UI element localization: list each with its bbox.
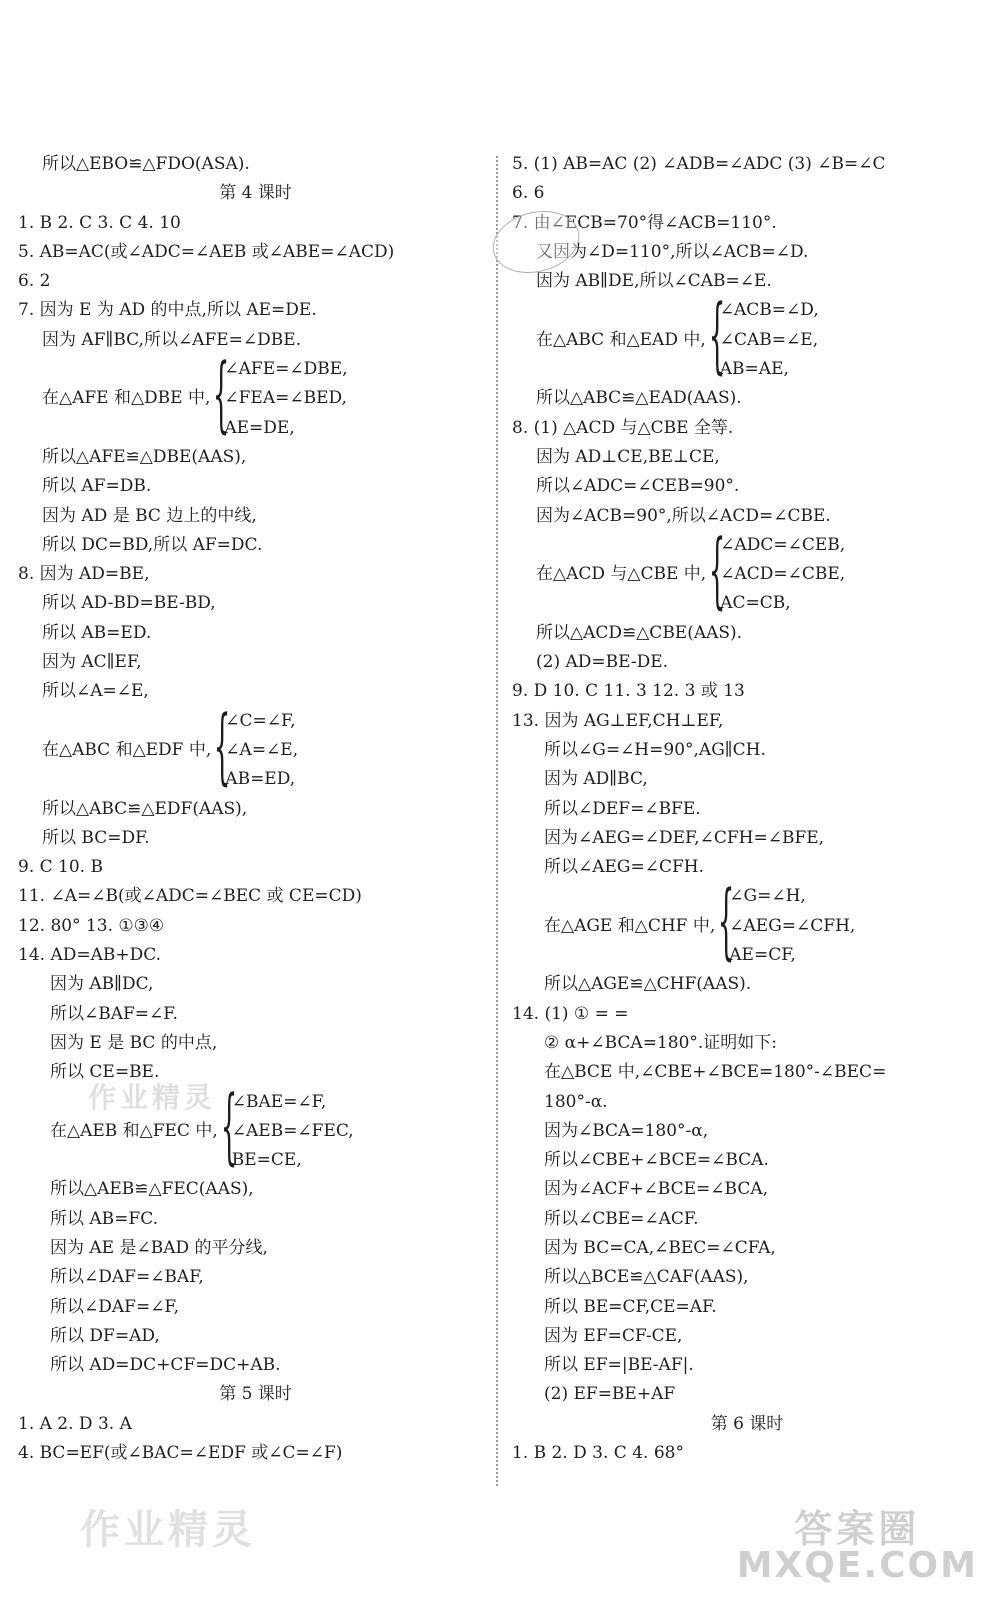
answer-line: 1. A 2. D 3. A: [18, 1413, 132, 1434]
answer-line: 12. 80° 13. ①③④: [18, 915, 165, 936]
answer-line: 14. (1) ① = =: [512, 1003, 629, 1024]
answer-line: 因为 AD∥BC,: [544, 769, 648, 790]
brace-condition-list: [720, 296, 819, 384]
section-heading: 第 5 课时: [219, 1384, 292, 1405]
brace-condition: AB=ED,: [225, 769, 296, 790]
answer-line: 5. (1) AB=AC (2) ∠ADB=∠ADC (3) ∠B=∠C: [512, 154, 886, 174]
brace-prefix: 在△ABC 和△EDF 中,: [42, 739, 212, 760]
answer-line: 所以 DF=AD,: [50, 1325, 160, 1346]
brace-condition-block: [512, 874, 982, 970]
section-heading: 第 4 课时: [219, 183, 292, 204]
brace-prefix: 在△ABC 和△EAD 中,: [536, 329, 706, 350]
answer-line: 因为 AB∥DE,所以∠CAB=∠E.: [536, 271, 772, 292]
answer-line: 所以∠DEF=∠BFE.: [544, 798, 701, 819]
right-answer-column: [512, 150, 982, 1468]
brace-prefix: 在△AFE 和△DBE 中,: [42, 388, 211, 409]
brace-condition: ∠BAE=∠F,: [231, 1091, 327, 1112]
brace-condition: ∠ACB=∠D,: [719, 300, 819, 321]
answer-line: 所以 DC=BD,所以 AF=DC.: [42, 534, 263, 555]
answer-line: 13. 因为 AG⊥EF,CH⊥EF,: [512, 710, 724, 731]
brace-prefix: 在△AGE 和△CHF 中,: [544, 915, 716, 936]
brace-condition-block: [512, 522, 982, 619]
answer-line: 所以∠CBE=∠ACF.: [544, 1208, 699, 1229]
brace-condition-block: [512, 288, 982, 384]
answer-line: 因为 EF=CF-CE,: [544, 1325, 683, 1346]
watermark-mid: 作业精灵: [88, 1081, 217, 1114]
brace-condition: ∠AFE=∠DBE,: [224, 359, 348, 380]
watermark-logo-url: MXQE.COM: [736, 1545, 978, 1586]
answer-line: 所以△ACD≌△CBE(AAS).: [536, 622, 743, 643]
brace-condition: ∠ADC=∠CEB,: [720, 534, 846, 555]
brace-condition: ∠CAB=∠E,: [719, 329, 819, 350]
answer-line: 因为 BC=CA,∠BEC=∠CFA,: [544, 1237, 776, 1258]
answer-line: 所以 BE=CF,CE=AF.: [544, 1296, 717, 1317]
answer-line: 所以 AB=ED.: [42, 622, 152, 643]
answer-line: 所以△BCE≌△CAF(AAS),: [544, 1267, 749, 1288]
answer-line: 所以∠BAF=∠F.: [50, 1003, 178, 1024]
section-heading: 第 6 课时: [710, 1413, 784, 1434]
answer-line: 所以△AGE≌△CHF(AAS).: [544, 974, 752, 995]
answer-line: 6. 6: [512, 183, 545, 204]
answer-line: 所以△AFE≌△DBE(AAS),: [42, 446, 247, 467]
answer-line: 因为 AB∥DC,: [50, 974, 154, 995]
answer-line: 所以 CE=BE.: [50, 1062, 160, 1083]
brace-condition-block: [18, 347, 493, 443]
left-answer-column: [18, 150, 493, 1468]
answer-line: 5. AB=AC(或∠ADC=∠AEB 或∠ABE=∠ACD): [18, 241, 395, 262]
answer-line: 所以 EF=|BE-AF|.: [544, 1355, 694, 1376]
brace-condition-block: [18, 698, 493, 795]
answer-line: 6. 2: [18, 271, 51, 292]
brace-condition: AE=DE,: [224, 417, 295, 438]
brace-condition: AB=AE,: [719, 359, 789, 380]
brace-condition-list: [232, 1088, 354, 1176]
answer-line: 所以∠AEG=∠CFH.: [544, 857, 705, 878]
brace-condition-list: [720, 531, 845, 619]
answer-line: 所以 BC=DF.: [42, 827, 150, 848]
brace-prefix: 在△AEB 和△FEC 中,: [50, 1120, 218, 1141]
brace-condition-list: [225, 707, 298, 795]
curly-brace-symbol: {: [708, 522, 726, 618]
answer-line: 9. D 10. C 11. 3 12. 3 或 13: [512, 681, 745, 702]
answer-line: 8. 因为 AD=BE,: [18, 564, 150, 585]
answer-line: 因为∠AEG=∠DEF,∠CFH=∠BFE,: [544, 827, 825, 848]
answer-line: 因为 AE 是∠BAD 的平分线,: [50, 1237, 268, 1258]
answer-line: 所以△EBO≌△FDO(ASA).: [42, 154, 250, 174]
answer-line: 所以△ABC≌△EDF(AAS),: [42, 798, 248, 819]
brace-condition: ∠G=∠H,: [729, 886, 806, 907]
answer-line: 1. B 2. C 3. C 4. 10: [18, 212, 181, 233]
answer-line: ② α+∠BCA=180°.证明如下:: [544, 1032, 778, 1053]
answer-line: 所以 AB=FC.: [50, 1208, 159, 1229]
answer-line: 所以∠A=∠E,: [42, 681, 149, 702]
answer-line: 180°-α.: [544, 1091, 608, 1112]
answer-line: 因为∠BCA=180°-α,: [544, 1120, 709, 1141]
curly-brace-symbol: {: [213, 347, 230, 443]
answer-line: 因为 E 是 BC 的中点,: [50, 1032, 218, 1053]
brace-condition: ∠AEG=∠CFH,: [729, 915, 856, 936]
answer-line: 所以∠CBE+∠BCE=∠BCA.: [544, 1150, 769, 1171]
watermark-bottom-left: 作业精灵: [80, 1507, 256, 1553]
brace-condition: BE=CE,: [231, 1150, 302, 1171]
curly-brace-symbol: {: [214, 698, 231, 794]
answer-line: 7. 由∠ECB=70°得∠ACB=110°.: [512, 212, 777, 233]
answer-line: 所以∠G=∠H=90°,AG∥CH.: [544, 739, 766, 760]
answer-line: 因为 AD 是 BC 边上的中线,: [42, 505, 257, 526]
column-divider: [496, 156, 498, 1486]
answer-line: 1. B 2. D 3. C 4. 68°: [512, 1443, 684, 1464]
answer-line: 所以 AD-BD=BE-BD,: [42, 593, 216, 614]
brace-condition: AC=CB,: [720, 593, 791, 614]
brace-condition: ∠FEA=∠BED,: [224, 388, 347, 409]
brace-condition-list: [729, 882, 855, 970]
answer-line: 所以∠DAF=∠F,: [50, 1296, 179, 1317]
brace-condition: ∠C=∠F,: [225, 710, 296, 731]
answer-line: 因为 AF∥BC,所以∠AFE=∠DBE.: [42, 329, 302, 350]
answer-line: 所以∠ADC=∠CEB=90°.: [536, 476, 740, 497]
answer-line: 9. C 10. B: [18, 857, 103, 878]
answer-line: 因为∠ACF+∠BCE=∠BCA,: [544, 1179, 769, 1200]
answer-line: (2) AD=BE-DE.: [536, 652, 669, 673]
brace-condition: ∠ACD=∠CBE,: [720, 564, 846, 585]
brace-condition: AE=CF,: [729, 945, 796, 966]
curly-brace-symbol: {: [718, 874, 735, 970]
answer-line: 4. BC=EF(或∠BAC=∠EDF 或∠C=∠F): [18, 1443, 343, 1464]
answer-line: 11. ∠A=∠B(或∠ADC=∠BEC 或 CE=CD): [18, 886, 362, 907]
answer-line: 14. AD=AB+DC.: [18, 945, 162, 966]
answer-line: 因为∠ACB=90°,所以∠ACD=∠CBE.: [536, 505, 831, 526]
answer-line: 因为 AD⊥CE,BE⊥CE,: [536, 446, 720, 467]
answer-line: 所以△ABC≌△EAD(AAS).: [536, 388, 742, 409]
answer-line: 所以 AD=DC+CF=DC+AB.: [50, 1355, 281, 1376]
answer-line: 8. (1) △ACD 与△CBE 全等.: [512, 417, 734, 438]
watermark-logo: [736, 1507, 978, 1586]
answer-line: 所以 AF=DB.: [42, 476, 152, 497]
curly-brace-symbol: {: [708, 288, 726, 384]
answer-line: 所以△AEB≌△FEC(AAS),: [50, 1179, 254, 1200]
answer-line: 所以∠DAF=∠BAF,: [50, 1267, 204, 1288]
brace-condition-list: [224, 355, 347, 443]
answer-line: 因为 AC∥EF,: [42, 652, 142, 673]
answer-line: 又因为∠D=110°,所以∠ACB=∠D.: [536, 241, 809, 262]
answer-line: 7. 因为 E 为 AD 的中点,所以 AE=DE.: [18, 300, 317, 321]
answer-line: (2) EF=BE+AF: [544, 1384, 676, 1405]
brace-condition: ∠AEB=∠FEC,: [231, 1120, 354, 1141]
curly-brace-symbol: {: [220, 1079, 238, 1175]
answer-line: 在△BCE 中,∠CBE+∠BCE=180°-∠BEC=: [544, 1062, 887, 1083]
brace-prefix: 在△ACD 与△CBE 中,: [536, 564, 707, 585]
brace-condition: ∠A=∠E,: [225, 739, 299, 760]
watermark-logo-title: 答案圈: [794, 1507, 921, 1551]
